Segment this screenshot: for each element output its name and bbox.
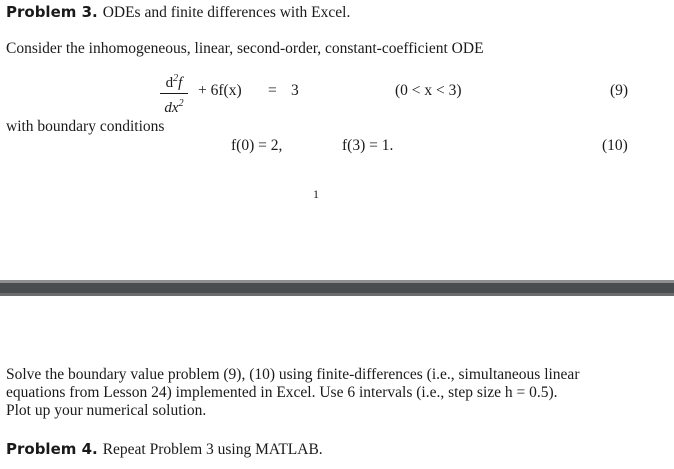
problem3-label: Problem 3.: [6, 3, 98, 21]
problem4-title: Repeat Problem 3 using MATLAB.: [102, 441, 323, 458]
problem4-heading: [6, 440, 323, 459]
body-line-1: Solve the boundary value problem (9), (10) using finite-differences (i.e., simultaneous linear: [6, 366, 580, 383]
equation9-domain: (0 < x < 3): [395, 82, 462, 99]
equation9-equals: =: [268, 82, 277, 99]
page-separator-edge: [0, 293, 674, 296]
intro-text: Consider the inhomogeneous, linear, second-order, constant-coefficient ODE: [6, 40, 484, 57]
bc-intro-text: with boundary conditions: [6, 118, 165, 135]
page-separator-highlight: [0, 280, 674, 283]
fraction-bar: [160, 93, 188, 94]
equation9-denominator: $dx^2$: [164, 98, 184, 116]
equation10-number: (10): [602, 137, 628, 154]
page-number: 1: [313, 187, 319, 201]
problem3-heading: [6, 3, 350, 22]
problem4-label: Problem 4.: [6, 440, 98, 458]
equation9-plus-term: + 6f(x): [198, 82, 242, 99]
equation10-bc2: f(3) = 1.: [342, 137, 394, 154]
equation9-numerator: $d^2f$: [165, 73, 183, 91]
equation9-rhs: 3: [291, 82, 299, 99]
body-line-3: Plot up your numerical solution.: [6, 402, 207, 419]
problem3-title: ODEs and finite differences with Excel.: [102, 4, 351, 21]
body-line-2: equations from Lesson 24) implemented in Excel. Use 6 intervals (i.e., step size h = 0.5).: [6, 384, 558, 401]
equation9-number: (9): [610, 82, 629, 99]
equation9-fraction: [160, 70, 188, 117]
equation10-bc1: f(0) = 2,: [231, 137, 283, 154]
